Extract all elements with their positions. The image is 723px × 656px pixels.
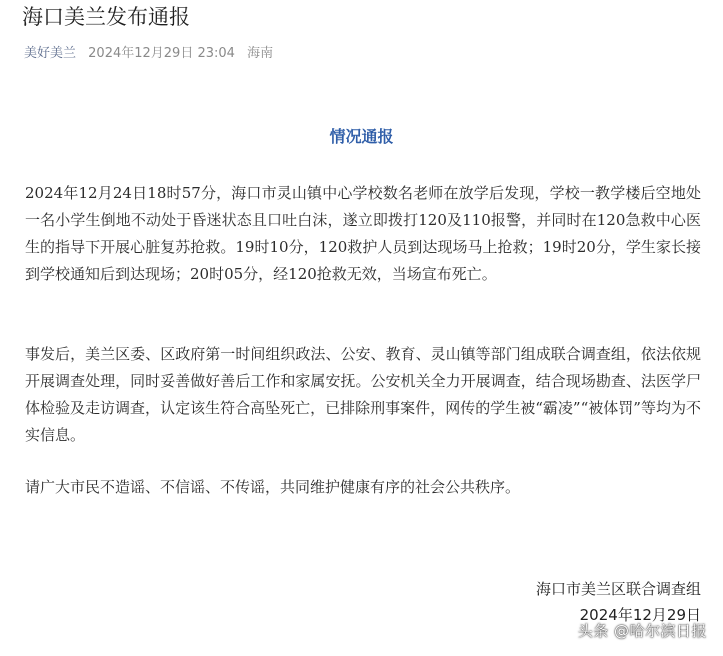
source-watermark: 头条 @哈尔滨日报	[577, 622, 707, 640]
notice-heading: 情况通报	[329, 127, 394, 146]
notice-paragraph-3: 请广大市民不造谣、不信谣、不传谣，共同维护健康有序的社会公共秩序。	[25, 478, 521, 496]
publish-datetime: 2024年12月29日 23:04	[88, 46, 235, 61]
article-title: 海口美兰发布通报	[22, 5, 190, 29]
article-meta	[24, 45, 273, 63]
author-link[interactable]: 美好美兰	[24, 46, 77, 61]
signature-date: 2024年12月29日	[579, 606, 701, 624]
notice-paragraph-1: 2024年12月24日18时57分，海口市灵山镇中心学校数名老师在放学后发现，学校一教学楼后空地处一名小学生倒地不动处于昏迷状态且口吐白沫，遂立即拨打120及110报警，并同时在120急救中心医生的指导下开展心脏复苏抢救。19时10分，120救护人员到达现场马上抢救；19时20分，学生家长接到学校通知后到达现场；20时05分，经120抢救无效，当场宣布死亡。	[25, 184, 701, 283]
publish-location: 海南	[247, 46, 274, 61]
signature-org: 海口市美兰区联合调查组	[535, 580, 701, 598]
notice-paragraph-2: 事发后，美兰区委、区政府第一时间组织政法、公安、教育、灵山镇等部门组成联合调查组，依法依规开展调查处理，同时妥善做好善后工作和家属安抚。公安机关全力开展调查，结合现场勘查、法医学尸体检验及走访调查，认定该生符合高坠死亡，已排除刑事案件，网传的学生被“霸凌”“被体罚”等均为不实信息。	[25, 345, 701, 444]
